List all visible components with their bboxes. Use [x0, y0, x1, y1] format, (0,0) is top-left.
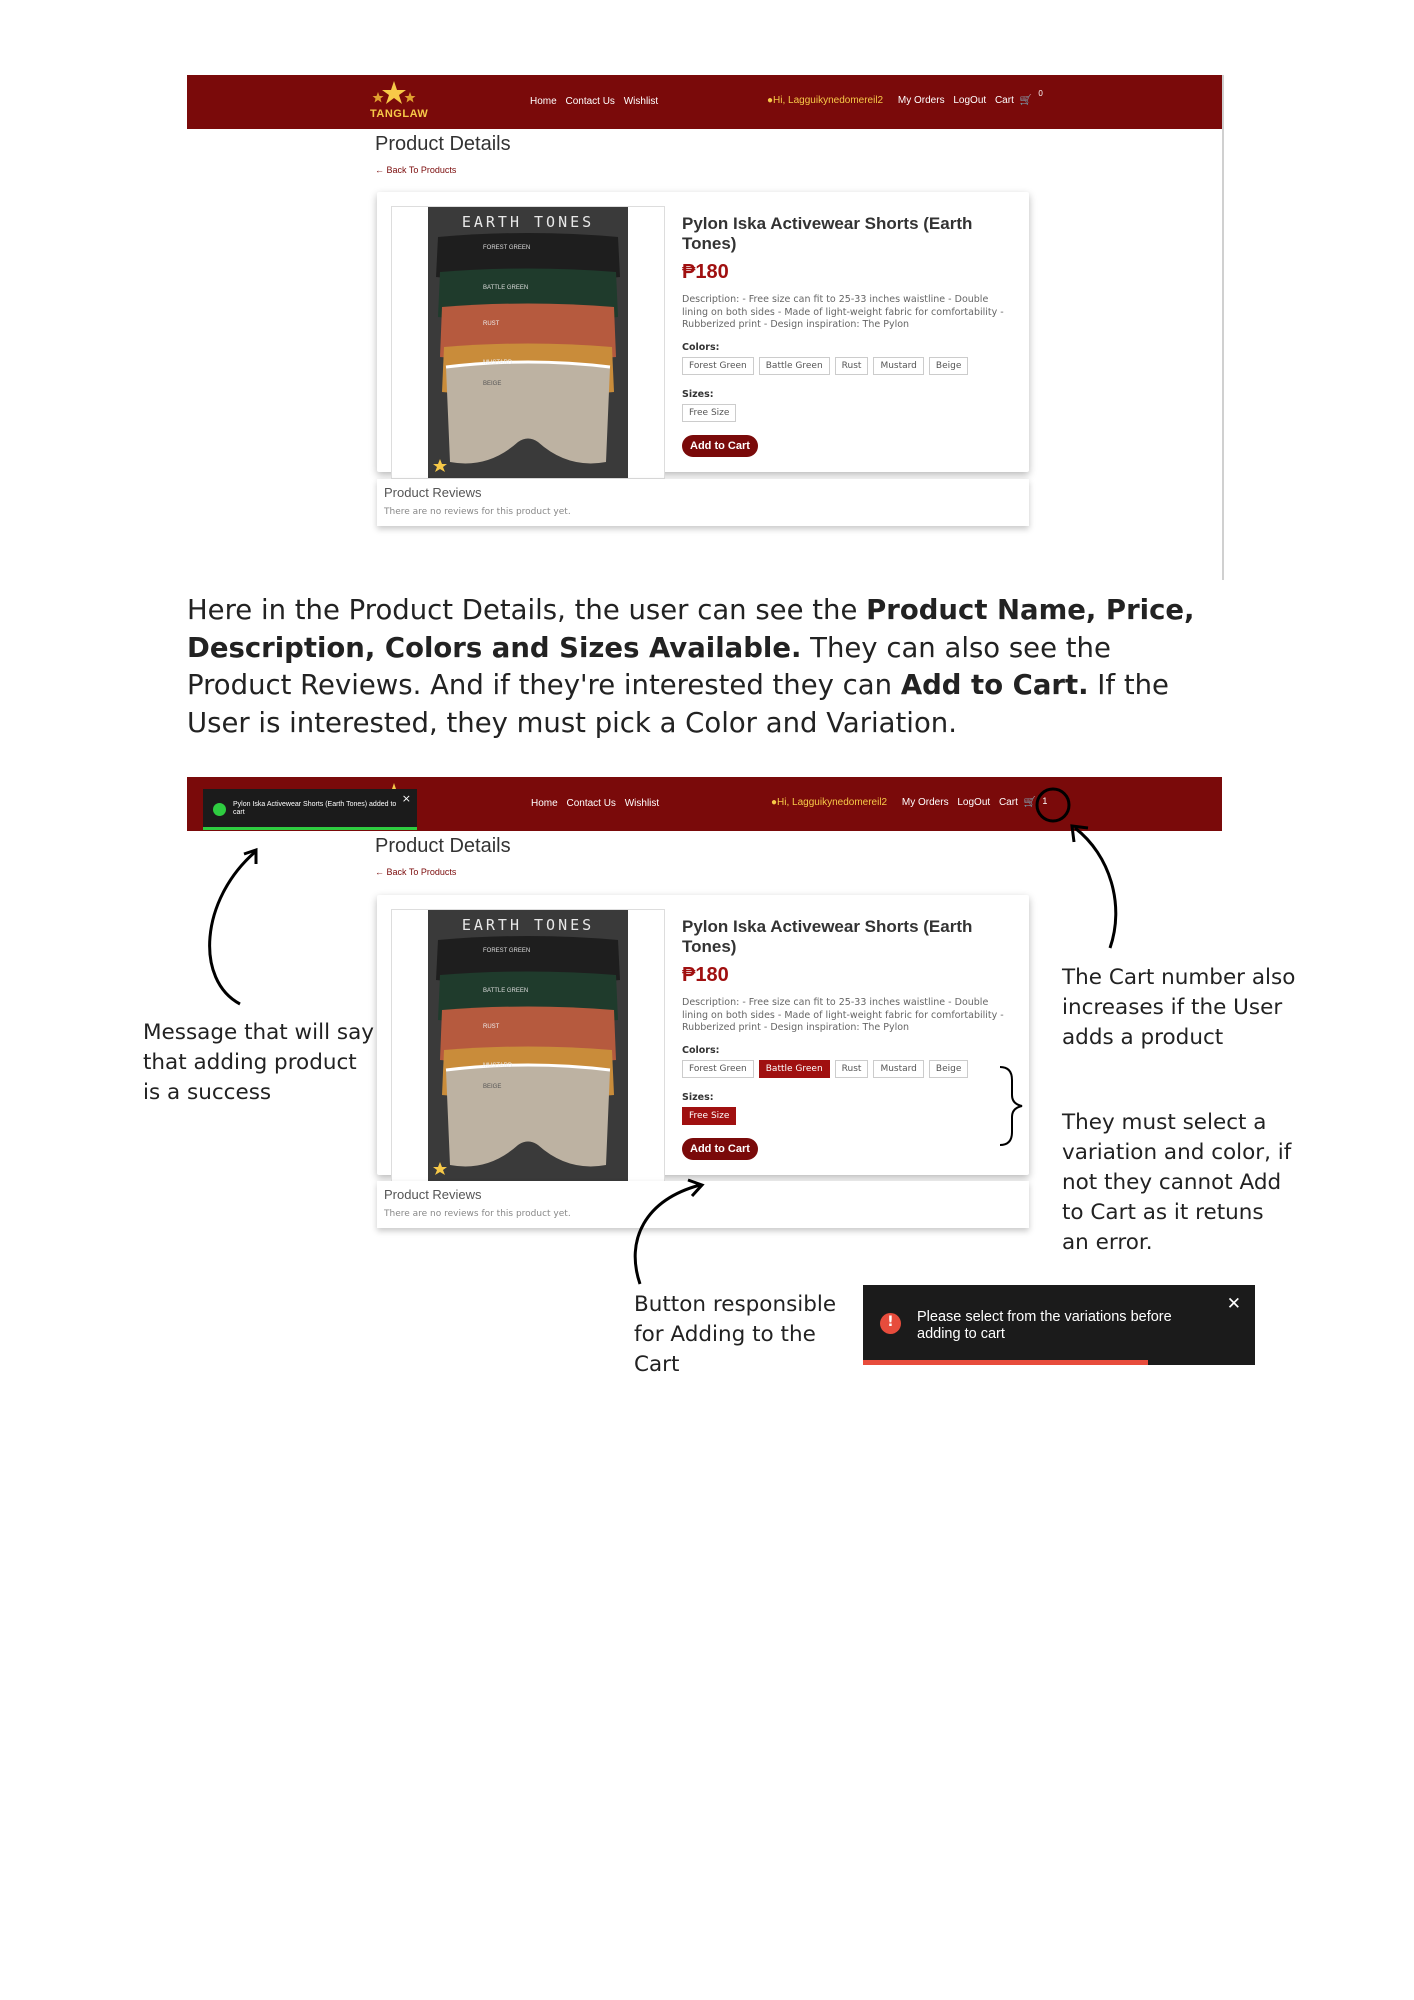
size-free-size[interactable]: Free Size	[682, 404, 736, 422]
close-icon[interactable]: ×	[401, 792, 411, 805]
nav-contact-us[interactable]: Contact Us	[565, 96, 615, 107]
nav-wishlist[interactable]: Wishlist	[624, 798, 660, 809]
arrow-add-button	[635, 1185, 700, 1284]
nav-my-orders[interactable]: My Orders	[897, 95, 945, 106]
color-mustard[interactable]: Mustard	[873, 357, 923, 375]
product-name: Pylon Iska Activewear Shorts (Earth Tones)	[682, 917, 973, 956]
product-price: ₱180	[682, 964, 729, 986]
back-to-products-link[interactable]: ← Back To Products	[375, 165, 457, 175]
error-toast-progress	[863, 1360, 1148, 1365]
bold-features: Product Name, Price, Description, Colors and Sizes Available.	[187, 594, 1195, 664]
color-beige[interactable]: Beige	[929, 357, 968, 375]
color-mustard[interactable]: Mustard	[873, 1060, 923, 1078]
product-price: ₱180	[682, 261, 729, 283]
colors-label: Colors:	[682, 1045, 720, 1056]
color-beige[interactable]: Beige	[929, 1060, 968, 1078]
page-title: Product Details	[375, 133, 511, 155]
close-icon[interactable]: ✕	[1226, 1294, 1241, 1314]
add-to-cart-button[interactable]: Add to Cart	[682, 435, 758, 457]
arrow-success-message	[210, 852, 255, 1004]
error-icon: !	[880, 1313, 901, 1334]
reviews-title: Product Reviews	[384, 1187, 482, 1202]
nav-contact-us[interactable]: Contact Us	[566, 798, 616, 809]
nav-cart[interactable]: Cart 🛒 1	[998, 796, 1048, 808]
image-label-forest-green: FOREST GREEN	[483, 245, 531, 251]
cart-count: 0	[1038, 89, 1043, 98]
nav-home[interactable]: Home	[530, 96, 557, 107]
error-toast	[863, 1285, 1255, 1365]
image-label-battle-green: BATTLE GREEN	[483, 988, 529, 994]
color-forest-green[interactable]: Forest Green	[682, 1060, 754, 1078]
cart-count: 1	[1042, 796, 1048, 806]
image-title: EARTH TONES	[461, 916, 595, 934]
logo-text: TANGLAW	[370, 108, 429, 120]
error-toast-message: Please select from the variations before adding to cart	[917, 1309, 1172, 1342]
size-free-size-selected[interactable]: Free Size	[682, 1107, 736, 1125]
user-greeting[interactable]: ●Hi, Lagguikynedomereil2	[771, 797, 888, 808]
annotation-select-variation: They must select a variation and color, if not they cannot Add to Cart as it retuns an error.	[1062, 1110, 1292, 1255]
image-label-rust: RUST	[483, 1024, 500, 1030]
success-toast-message: Pylon Iska Activewear Shorts (Earth Tones) added to cart	[233, 801, 397, 816]
image-label-mustard: MUSTARD	[483, 1063, 513, 1069]
nav-logout[interactable]: LogOut	[953, 95, 987, 106]
image-label-beige: BEIGE	[483, 1084, 502, 1090]
sizes-label: Sizes:	[682, 389, 714, 400]
annotation-add-button: Button responsible for Adding to the Cart	[634, 1292, 837, 1377]
page-title: Product Details	[375, 835, 511, 857]
image-label-mustard: MUSTARD	[483, 360, 513, 366]
color-battle-green-selected[interactable]: Battle Green	[759, 1060, 830, 1078]
product-name: Pylon Iska Activewear Shorts (Earth Tones)	[682, 214, 973, 253]
nav-logout[interactable]: LogOut	[957, 797, 991, 808]
annotation-cart-number: The Cart number also increases if the User adds a product	[1062, 965, 1296, 1050]
color-forest-green[interactable]: Forest Green	[682, 357, 754, 375]
cart-icon: 🛒	[1019, 95, 1033, 106]
color-battle-green[interactable]: Battle Green	[759, 357, 830, 375]
nav-my-orders[interactable]: My Orders	[901, 797, 949, 808]
reviews-title: Product Reviews	[384, 485, 482, 500]
image-label-battle-green: BATTLE GREEN	[483, 285, 529, 291]
color-rust[interactable]: Rust	[835, 357, 869, 375]
reviews-empty-text: There are no reviews for this product yet.	[384, 1209, 571, 1219]
image-title: EARTH TONES	[461, 213, 595, 231]
back-to-products-link[interactable]: ← Back To Products	[375, 867, 457, 877]
image-label-forest-green: FOREST GREEN	[483, 948, 531, 954]
add-to-cart-button[interactable]: Add to Cart	[682, 1138, 758, 1160]
annotation-success-message: Message that will say that adding product is a success	[143, 1020, 374, 1105]
reviews-empty-text: There are no reviews for this product yet.	[384, 507, 571, 517]
nav-home[interactable]: Home	[531, 798, 558, 809]
product-description: Description: - Free size can fit to 25-33 inches waistline - Double lining on both sides - Made of light-weight fabric for comfortability - Rubberized print - Design inspiration: The Pylon	[682, 294, 1004, 330]
cart-icon: 🛒	[1023, 797, 1037, 808]
variation-brace	[1000, 1067, 1022, 1145]
colors-label: Colors:	[682, 342, 720, 353]
arrow-cart-number	[1075, 828, 1116, 948]
bold-add-to-cart: Add to Cart.	[900, 669, 1089, 701]
image-label-beige: BEIGE	[483, 381, 502, 387]
nav-cart[interactable]: Cart 🛒$^0$	[994, 89, 1043, 106]
product-description: Description: - Free size can fit to 25-33 inches waistline - Double lining on both sides - Made of light-weight fabric for comfortability - Rubberized print - Design inspiration: The Pylon	[682, 997, 1004, 1033]
image-label-rust: RUST	[483, 321, 500, 327]
user-greeting[interactable]: ●Hi, Lagguikynedomereil2	[767, 95, 884, 106]
cart-highlight-circle	[1037, 789, 1069, 821]
explanation-paragraph: Here in the Product Details, the user can see the Product Name, Price, Description, Colors and Sizes Available. They can also see the Product Reviews. And if they're interested they can Add to Cart. If the User is interested, they must pick a Color and Variation.	[187, 594, 1195, 739]
color-rust[interactable]: Rust	[835, 1060, 869, 1078]
sizes-label: Sizes:	[682, 1092, 714, 1103]
nav-wishlist[interactable]: Wishlist	[623, 96, 659, 107]
